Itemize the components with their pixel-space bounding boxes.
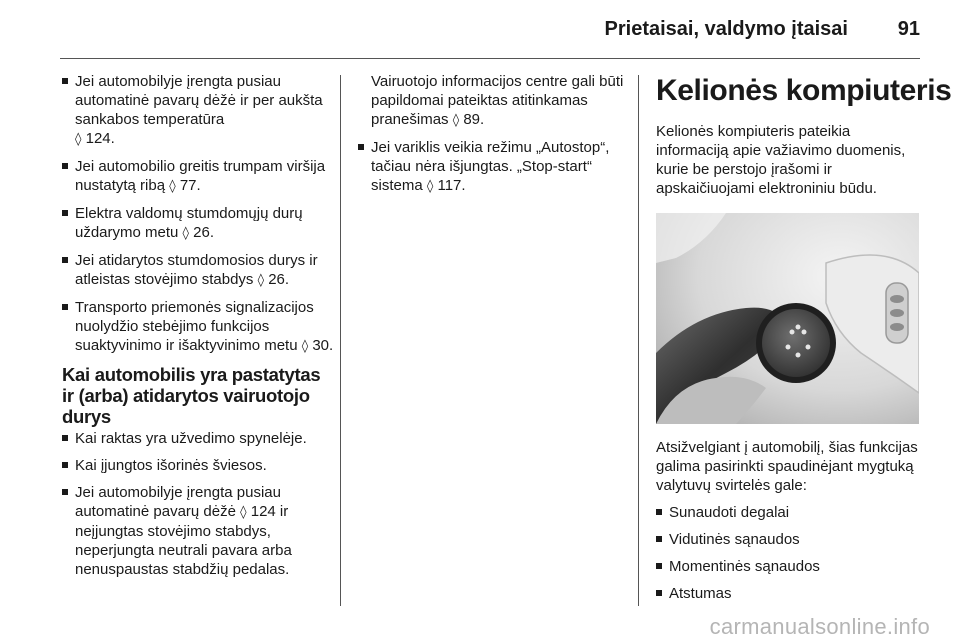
list-item: Elektra valdomų stumdomųjų durų uždarymo metu ◊ 26. [62,204,334,243]
section-heading: Kelionės kompiuteris [656,74,952,107]
page-ref: 89. [463,111,485,128]
page-number: 91 [897,18,920,40]
warning-chime-list [62,72,334,356]
continuation-paragraph: Vairuotojo informacijos centre gali būti papildomai pateiktas atitinkamas pranešimas ◊ 89. [371,73,624,128]
list-item: Sunaudoti degalai [656,503,924,522]
page-ref-icon: ◊ [182,226,189,241]
list-item: Jei variklis veikia režimu „Autostop“, tačiau nėra išjungtas. „Stop-start“ sistema ◊ 117. [358,138,626,196]
page-ref: 77. [179,177,201,194]
list-item: Momentinės sąnaudos [656,557,924,576]
column-left [62,72,334,587]
running-header-title: Prietaisai, valdymo įtaisai [604,18,848,40]
page-ref-icon: ◊ [240,505,247,520]
intro-paragraph: Kelionės kompiuteris pateikia informaciją apie važiavimo duomenis, kurie be perstojo įrašomi ir apskaičiuojami elektroniniu būdu. [656,123,906,197]
page-ref: 117. [437,177,466,194]
watermark: carmanualsonline.info [709,614,930,639]
column-middle [358,72,626,204]
list-item: Jei automobilyje įrengta pusiau automatinė pavarų dėžė ir per aukšta sankabos temperatūra ◊ 124. [62,72,334,149]
page-ref-icon: ◊ [257,273,265,288]
page-ref-icon: ◊ [301,339,309,354]
page-ref: 30. [312,337,334,354]
page-ref: 26. [193,224,215,241]
column-divider-right [638,75,639,606]
list-item: Vidutinės sąnaudos [656,530,924,549]
page-ref-icon: ◊ [426,179,434,194]
wiper-lever-illustration [656,213,919,424]
page-ref: 124 ir neįjungtas stovėjimo stabdys, neperjungta neutrali pavara arba nenuspaustas stabdžių pedalas. [75,503,292,578]
wiper-lever-figure [656,213,919,424]
section-subheading: Kai automobilis yra pastatytas ir (arba) atidarytos vairuotojo durys [62,364,321,427]
page-ref: 26. [268,271,290,288]
parked-chime-list [62,429,334,579]
list-item: Transporto priemonės signalizacijos nuolydžio stebėjimo funkcijos suaktyvinimo ir išaktyvinimo metu ◊ 30. [62,298,334,356]
list-item: Jei automobilyje įrengta pusiau automatinė pavarų dėžė ◊ 124 ir neįjungtas stovėjimo stabdys, neperjungta neutrali pavara arba nenuspaustas stabdžių pedalas. [62,483,334,579]
page-ref-icon: ◊ [169,179,176,194]
trip-computer-functions-list [656,503,924,603]
header-rule [60,58,920,59]
list-item: Jei automobilio greitis trumpam viršija nustatytą ribą ◊ 77. [62,157,334,196]
selection-paragraph: Atsižvelgiant į automobilį, šias funkcijas galima pasirinkti spaudinėjant mygtuką valytuvų svirtelės gale: [656,439,918,494]
column-right [656,72,952,611]
page-ref-icon: ◊ [75,132,82,147]
list-item: Atstumas [656,584,924,603]
page-ref: 124. [85,130,115,147]
list-item: Kai įjungtos išorinės šviesos. [62,456,334,475]
column-divider-left [340,75,341,606]
page-ref-icon: ◊ [452,113,460,128]
list-item: Kai raktas yra užvedimo spynelėje. [62,429,334,448]
middle-list [358,138,626,196]
list-item: Jei atidarytos stumdomosios durys ir atleistas stovėjimo stabdys ◊ 26. [62,251,334,290]
